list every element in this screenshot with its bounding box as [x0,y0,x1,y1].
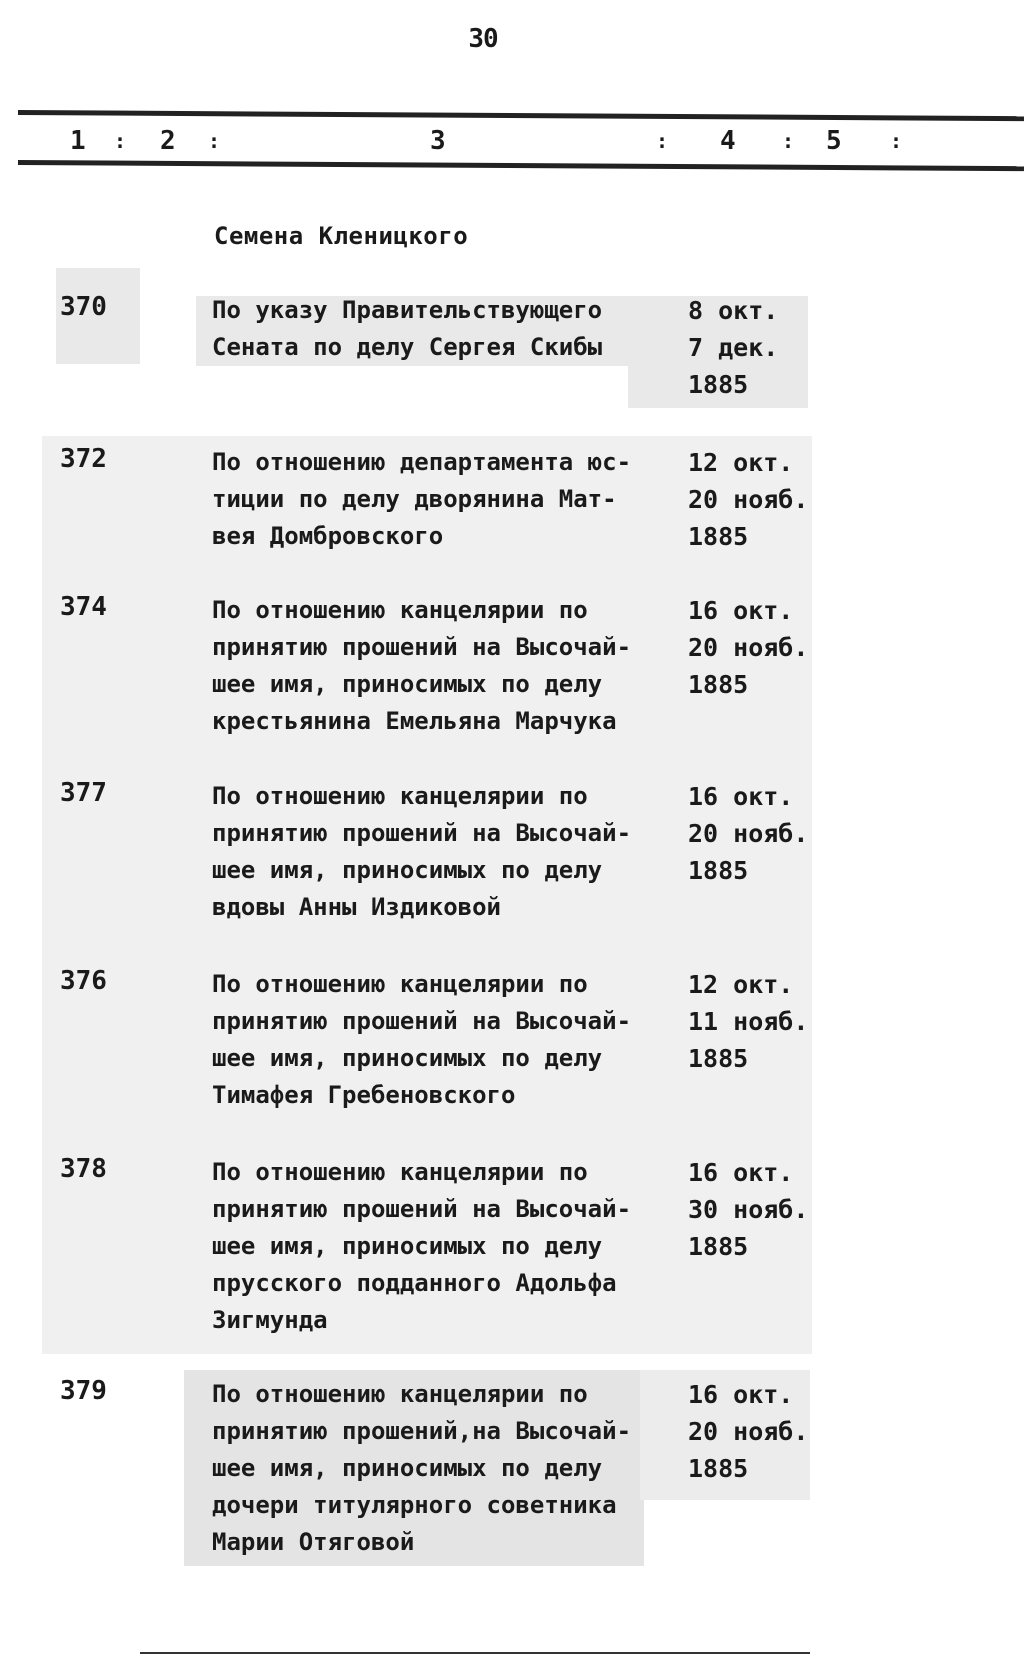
column-number-2: 2 [160,126,176,156]
column-separator: : [890,129,903,153]
header-columns [18,126,1024,156]
description-line: шее имя, приносимых по делу [212,670,603,698]
entry-number: 378 [60,1154,107,1184]
page-number: 30 [468,24,498,54]
description-line: шее имя, приносимых по делу [212,1454,603,1482]
entry-description [212,966,662,1114]
description-line: прусского подданного Адольфа [212,1269,617,1297]
description-line: тиции по делу дворянина Мат- [212,485,617,513]
entry-description [212,1376,662,1561]
entry-description [212,592,662,740]
column-number-4: 4 [720,126,736,156]
description-line: вдовы Анны Издиковой [212,893,501,921]
column-number-3: 3 [430,126,446,156]
entry-dates [688,966,818,1077]
description-line: вея Домбровского [212,522,444,550]
description-line: принятию прошений на Высочай- [212,1007,632,1035]
entry-number: 374 [60,592,107,622]
entry-description [212,778,662,926]
description-line: По отношению канцелярии по [212,1380,588,1408]
date-end: 20 нояб. [688,633,809,662]
column-number-1: 1 [70,126,86,156]
description-line: По отношению департамента юс- [212,448,632,476]
description-line: шее имя, приносимых по делу [212,1232,603,1260]
entry-number: 370 [60,292,107,322]
entry-number: 379 [60,1376,107,1406]
column-separator: : [782,129,795,153]
description-line: По отношению канцелярии по [212,1158,588,1186]
date-year: 1885 [688,856,749,885]
date-end: 20 нояб. [688,819,809,848]
entry-number: 376 [60,966,107,996]
entry-number: 372 [60,444,107,474]
column-separator: : [114,129,127,153]
date-year: 1885 [688,1044,749,1073]
date-year: 1885 [688,370,749,399]
description-line: Марии Отяговой [212,1528,415,1556]
table-header [18,104,1024,176]
date-start: 12 окт. [688,970,794,999]
description-line: По отношению канцелярии по [212,782,588,810]
date-year: 1885 [688,522,749,551]
entry-number: 377 [60,778,107,808]
entry-dates [688,292,818,403]
entry-dates [688,1376,818,1487]
description-line: По указу Правительствующего [212,296,603,324]
date-year: 1885 [688,1232,749,1261]
column-number-5: 5 [826,126,842,156]
description-line: По отношению канцелярии по [212,970,588,998]
entry-dates [688,778,818,889]
description-line: крестьянина Емельяна Марчука [212,707,617,735]
column-separator: : [656,129,669,153]
date-start: 16 окт. [688,596,794,625]
date-start: 12 окт. [688,448,794,477]
section-heading: Семена Кленицкого [214,222,469,250]
date-start: 8 окт. [688,296,779,325]
description-line: принятию прошений,на Высочай- [212,1417,632,1445]
date-year: 1885 [688,670,749,699]
description-line: дочери титулярного советника [212,1491,617,1519]
footer-rule [140,1652,810,1654]
description-line: Зигмунда [212,1306,328,1334]
entry-description [212,444,662,555]
column-separator: : [208,129,221,153]
date-end: 30 нояб. [688,1195,809,1224]
entry-dates [688,592,818,703]
date-end: 20 нояб. [688,485,809,514]
date-end: 7 дек. [688,333,779,362]
description-line: шее имя, приносимых по делу [212,1044,603,1072]
description-line: Сената по делу Сергея Скибы [212,333,603,361]
date-end: 11 нояб. [688,1007,809,1036]
description-line: Тимафея Гребеновского [212,1081,516,1109]
date-start: 16 окт. [688,782,794,811]
description-line: принятию прошений на Высочай- [212,633,632,661]
description-line: По отношению канцелярии по [212,596,588,624]
entry-dates [688,444,818,555]
description-line: шее имя, приносимых по делу [212,856,603,884]
description-line: принятию прошений на Высочай- [212,1195,632,1223]
date-year: 1885 [688,1454,749,1483]
entry-description [212,292,662,366]
header-rule-bottom [18,160,1024,171]
entry-description [212,1154,662,1339]
description-line: принятию прошений на Высочай- [212,819,632,847]
date-start: 16 окт. [688,1380,794,1409]
header-rule-top [18,110,1024,121]
entry-dates [688,1154,818,1265]
date-end: 20 нояб. [688,1417,809,1446]
date-start: 16 окт. [688,1158,794,1187]
